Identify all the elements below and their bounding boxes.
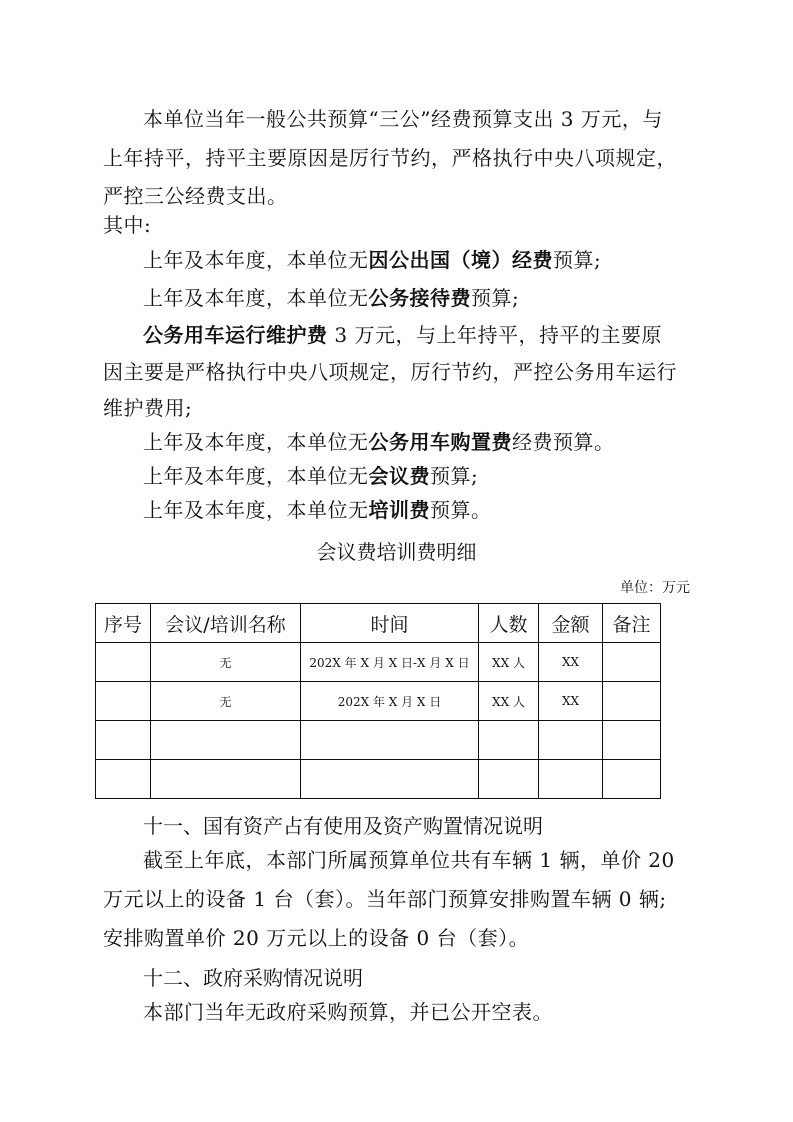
- item-meeting: [143, 463, 478, 489]
- item-overseas-post: 预算;: [553, 248, 602, 272]
- item-training-bold: 培训费: [368, 498, 430, 522]
- cell-time: 202X 年 X 月 X 日-X 月 X 日: [301, 643, 479, 682]
- item-reception-pre: 上年及本年度，本单位无: [143, 286, 369, 310]
- cell-amount: XX: [539, 682, 603, 721]
- cell-name: 无: [151, 682, 301, 721]
- unit-label: 单位：万元: [620, 580, 690, 596]
- item-overseas: [143, 247, 601, 273]
- section11-line1: 截至上年底，本部门所属预算单位共有车辆 1 辆，单价 20: [143, 848, 675, 872]
- col-header-remark: 备注: [603, 604, 661, 643]
- item-overseas-bold: 因公出国（境）经费: [368, 248, 553, 272]
- item-meeting-post: 预算;: [430, 464, 479, 488]
- cell-amount: [539, 760, 603, 799]
- section12-line1: 本部门当年无政府采购预算，并已公开空表。: [143, 1000, 553, 1024]
- cell-amount: [539, 721, 603, 760]
- section12-heading: 十二、政府采购情况说明: [143, 966, 363, 990]
- cell-people: XX 人: [479, 643, 539, 682]
- item-vehicle-purchase-post: 经费预算。: [512, 430, 615, 454]
- item-reception-post: 预算;: [471, 286, 520, 310]
- para1-line3: 严控三公经费支出。: [103, 184, 288, 208]
- expense-table: [95, 603, 661, 799]
- cell-time: [301, 760, 479, 799]
- item-vehicle-purchase: [143, 429, 615, 455]
- cell-time: 202X 年 X 月 X 日: [301, 682, 479, 721]
- item-overseas-pre: 上年及本年度，本单位无: [143, 248, 369, 272]
- item-training-post: 预算。: [430, 498, 492, 522]
- cell-index: [96, 721, 151, 760]
- item-training-pre: 上年及本年度，本单位无: [143, 498, 369, 522]
- cell-name: [151, 760, 301, 799]
- cell-people: [479, 760, 539, 799]
- item-vehicle-maintenance-line2: 因主要是严格执行中央八项规定，厉行节约，严控公务用车运行: [103, 360, 677, 384]
- item-vehicle-purchase-pre: 上年及本年度，本单位无: [143, 430, 369, 454]
- item-reception-bold: 公务接待费: [368, 286, 471, 310]
- table-header-row: [96, 604, 661, 643]
- table-title: 会议费培训费明细: [316, 540, 477, 564]
- cell-index: [96, 760, 151, 799]
- cell-name: [151, 721, 301, 760]
- table-row: [96, 760, 661, 799]
- item-reception: [143, 285, 519, 311]
- cell-amount: XX: [539, 643, 603, 682]
- section11-heading: 十一、国有资产占有使用及资产购置情况说明: [143, 814, 543, 838]
- para1-line1: 本单位当年一般公共预算“三公”经费预算支出 3 万元，与: [143, 107, 663, 131]
- cell-name: 无: [151, 643, 301, 682]
- item-training: [143, 497, 492, 523]
- cell-index: [96, 682, 151, 721]
- section11-line3: 安排购置单价 20 万元以上的设备 0 台（套）。: [103, 926, 530, 950]
- item-vehicle-maintenance-rest: 3 万元，与上年持平，持平的主要原: [327, 323, 662, 347]
- item-meeting-bold: 会议费: [368, 464, 430, 488]
- cell-remark: [603, 682, 661, 721]
- cell-remark: [603, 760, 661, 799]
- item-vehicle-maintenance: [143, 322, 662, 348]
- cell-people: [479, 721, 539, 760]
- table-row: [96, 682, 661, 721]
- table-row: [96, 721, 661, 760]
- item-meeting-pre: 上年及本年度，本单位无: [143, 464, 369, 488]
- item-vehicle-maintenance-bold: 公务用车运行维护费: [143, 323, 328, 347]
- qizhong-label: 其中:: [103, 213, 152, 237]
- cell-index: [96, 643, 151, 682]
- col-header-people: 人数: [479, 604, 539, 643]
- para1-line2: 上年持平，持平主要原因是厉行节约，严格执行中央八项规定，: [103, 146, 677, 170]
- col-header-name: 会议/培训名称: [151, 604, 301, 643]
- section11-line2: 万元以上的设备 1 台（套）。当年部门预算安排购置车辆 0 辆;: [103, 887, 667, 911]
- col-header-time: 时间: [301, 604, 479, 643]
- item-vehicle-maintenance-line3: 维护费用;: [103, 396, 193, 420]
- col-header-amount: 金额: [539, 604, 603, 643]
- col-header-index: 序号: [96, 604, 151, 643]
- cell-remark: [603, 643, 661, 682]
- cell-time: [301, 721, 479, 760]
- item-vehicle-purchase-bold: 公务用车购置费: [368, 430, 512, 454]
- cell-remark: [603, 721, 661, 760]
- cell-people: XX 人: [479, 682, 539, 721]
- table-row: [96, 643, 661, 682]
